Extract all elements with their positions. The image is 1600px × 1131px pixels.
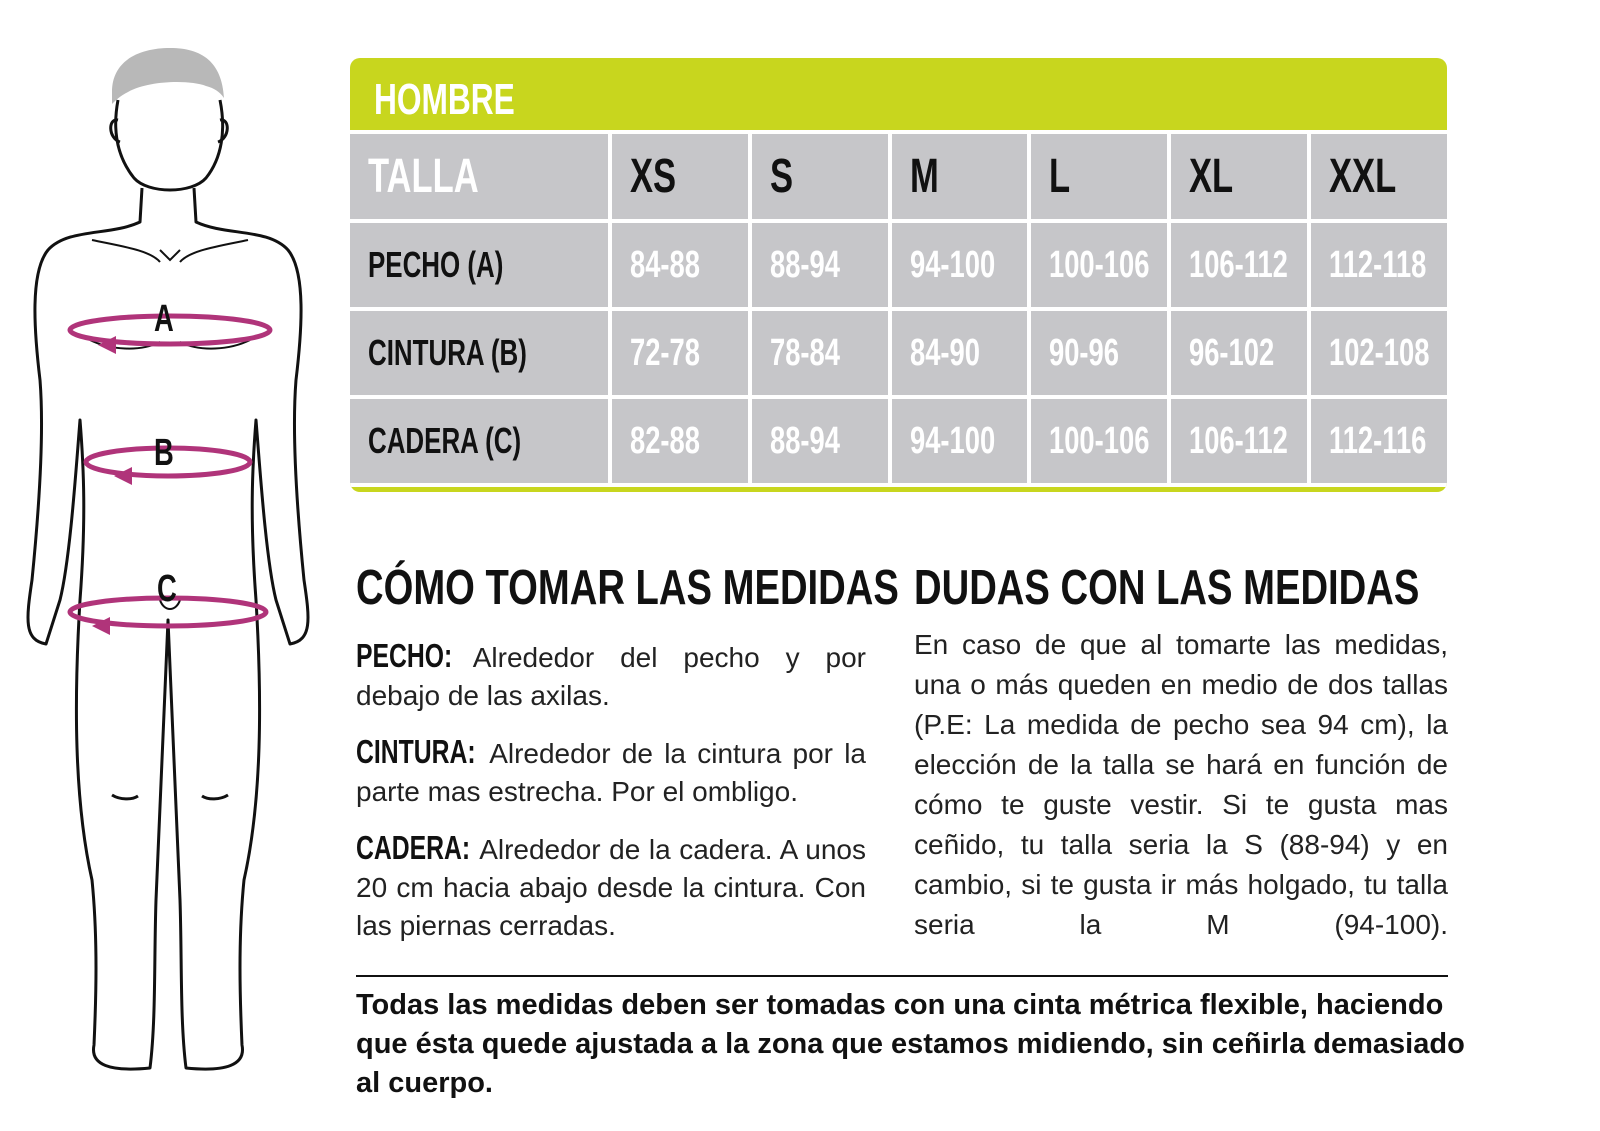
table-cell: 96-102 — [1171, 311, 1307, 395]
table-cell: 84-88 — [612, 223, 748, 307]
header-cell-m: M — [892, 134, 1028, 219]
table-cell: 100-106 — [1031, 223, 1167, 307]
table-cell: 88-94 — [752, 399, 888, 483]
marker-c: C — [157, 568, 177, 610]
table-cell: 112-118 — [1311, 223, 1447, 307]
table-cell: 94-100 — [892, 399, 1028, 483]
table-cell: 100-106 — [1031, 399, 1167, 483]
header-cell-size: TALLA — [350, 134, 608, 219]
table-cell: 106-112 — [1171, 399, 1307, 483]
row-label-waist: CINTURA (B) — [350, 311, 608, 395]
header-cell-xl: XL — [1171, 134, 1307, 219]
size-table — [350, 130, 1447, 487]
table-cell: 102-108 — [1311, 311, 1447, 395]
footer-note: Todas las medidas deben ser tomadas con una cinta métrica flexible, haciendo que ésta quede ajustada a la zona que estamos midiendo, sin ceñirla demasiado al cuerpo. — [356, 989, 1465, 1099]
table-cell: 94-100 — [892, 223, 1028, 307]
header-cell-xxl: XXL — [1311, 134, 1447, 219]
head-outline — [116, 100, 223, 190]
divider — [356, 975, 1448, 977]
waist-tape-arrow-icon — [114, 467, 132, 485]
how-to-chest — [356, 637, 866, 715]
marker-b: B — [154, 432, 174, 474]
table-cell: 78-84 — [752, 311, 888, 395]
header-cell-l: L — [1031, 134, 1167, 219]
chest-lead: PECHO: — [356, 637, 453, 674]
row-label-hip: CADERA (C) — [350, 399, 608, 483]
row-label-chest: PECHO (A) — [350, 223, 608, 307]
section-title: HOMBRE — [374, 75, 515, 124]
body-figure — [0, 0, 340, 1131]
table-cell: 84-90 — [892, 311, 1028, 395]
waist-text: Alrededor de la cintura por la parte mas estrecha. Por el ombligo. — [356, 738, 867, 807]
table-cell: 88-94 — [752, 223, 888, 307]
header-cell-xs: XS — [612, 134, 748, 219]
marker-a: A — [154, 298, 174, 340]
table-cell: 112-116 — [1311, 399, 1447, 483]
waist-lead: CINTURA: — [356, 733, 476, 770]
chest-text: Alrededor del pecho y por debajo de las axilas. — [356, 642, 866, 711]
table-cell: 106-112 — [1171, 223, 1307, 307]
hip-text: Alrededor de la cadera. A unos 20 cm hacia abajo desde la cintura. Con las piernas cerradas. — [356, 834, 867, 941]
table-cell: 72-78 — [612, 311, 748, 395]
how-to-hip — [356, 829, 866, 945]
doubts-text: En caso de que al tomarte las medidas, una o más queden en medio de dos tallas (P.E: La medida de pecho sea 94 cm), la elección de la talla se hará en función de cómo te guste vestir. Si te gusta mas ceñido, tu talla seria la S (88-94) y en cambio, si te gusta ir más holgado, tu talla seria la M (94-100). — [914, 629, 1448, 940]
how-to-waist — [356, 733, 866, 811]
header-cell-s: S — [752, 134, 888, 219]
table-cell: 90-96 — [1031, 311, 1167, 395]
how-to-title: CÓMO TOMAR LAS MEDIDAS — [356, 561, 899, 615]
hip-lead: CADERA: — [356, 829, 471, 866]
table-cell: 82-88 — [612, 399, 748, 483]
doubts-title: DUDAS CON LAS MEDIDAS — [914, 561, 1420, 615]
size-chart-card — [350, 58, 1447, 492]
body-outline-illustration — [0, 0, 340, 1131]
hair-shape — [112, 48, 224, 104]
